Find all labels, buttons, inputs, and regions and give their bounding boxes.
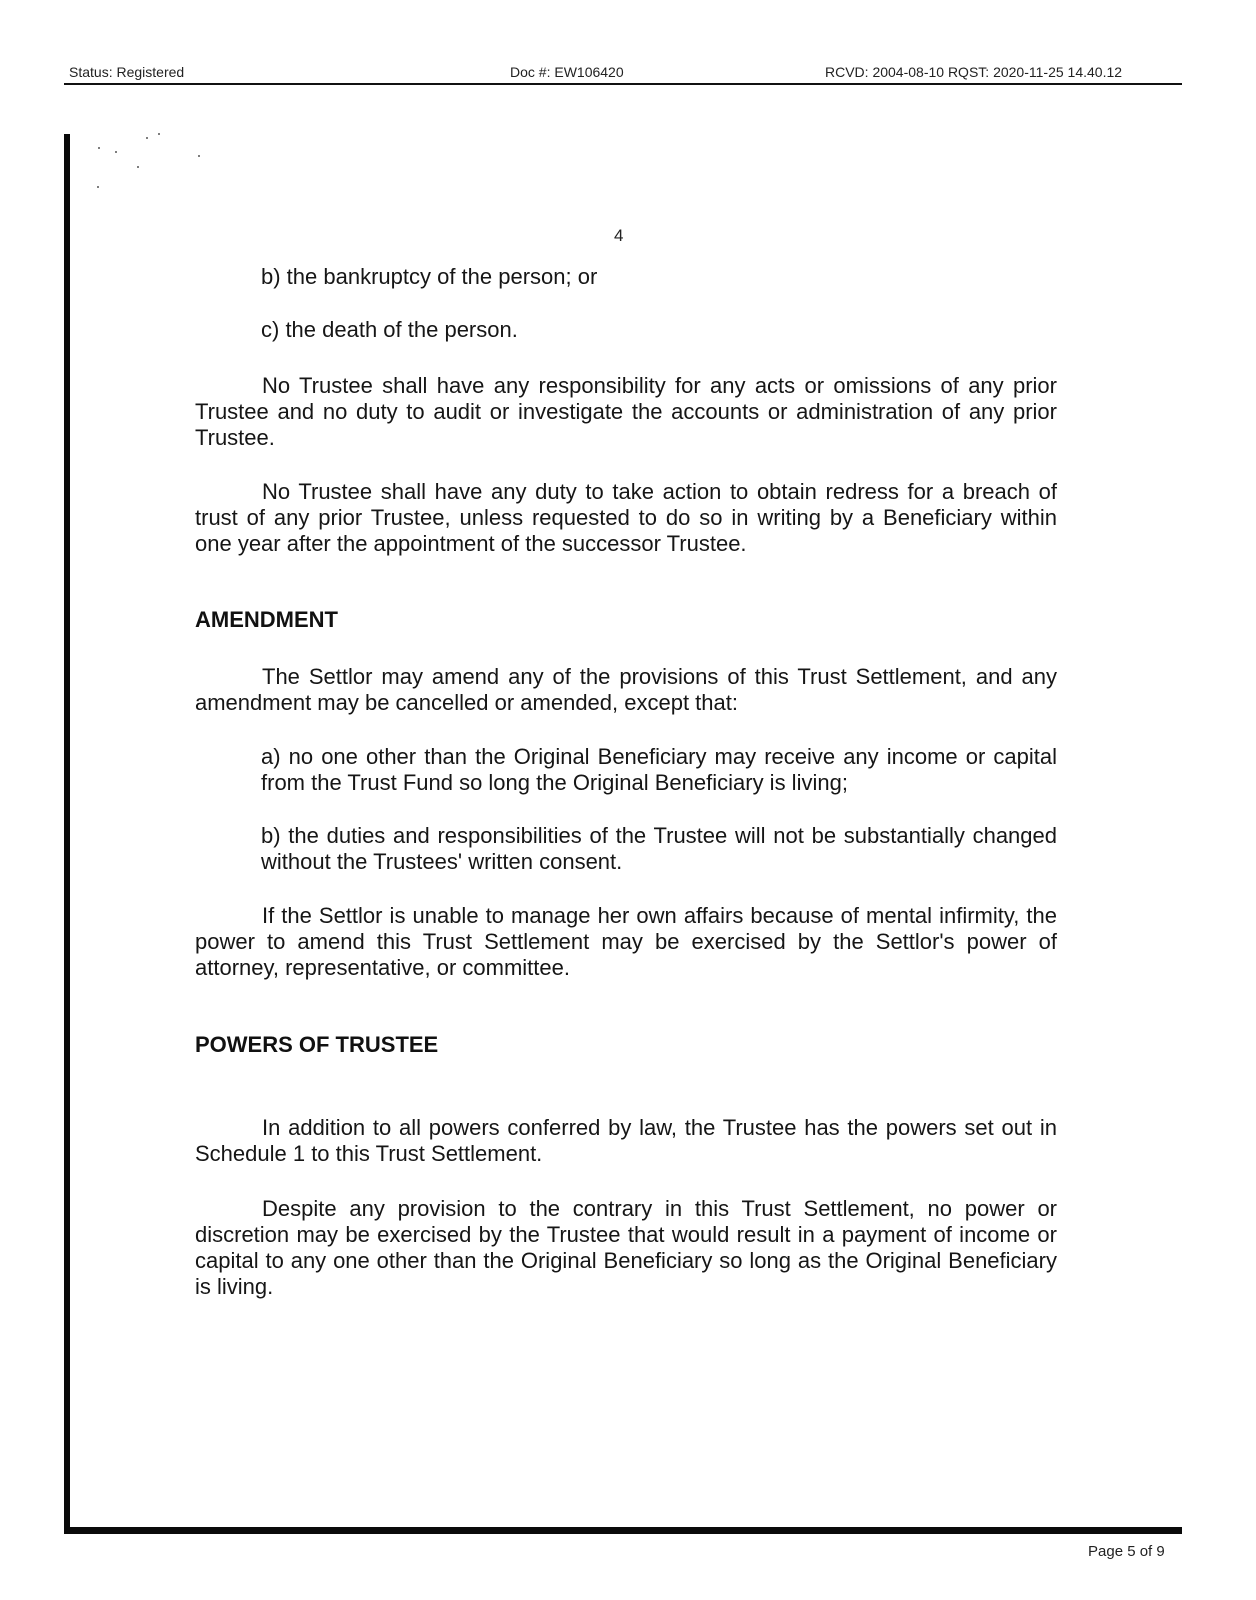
scan-frame-bottom-border [64,1527,1182,1534]
list-item-trustee-duties: b) the duties and responsibilities of the Trustee will not be substantially changed without the Trustees' written consent. [261,823,1057,874]
paragraph-prior-trustee: No Trustee shall have any responsibility for any acts or omissions of any prior Trustee and no duty to audit or investigate the accounts or administration of any prior Trustee. [195,373,1057,450]
paragraph-schedule-powers: In addition to all powers conferred by law, the Trustee has the powers set out in Schedule 1 to this Trust Settlement. [195,1115,1057,1166]
received-request-stamp: RCVD: 2004-08-10 RQST: 2020-11-25 14.40.12 [825,64,1123,80]
list-item-bankruptcy: b) the bankruptcy of the person; or [261,264,598,289]
scan-frame-left-border [64,134,70,1534]
status-label: Status: Registered [69,64,185,80]
page-counter: Page 5 of 9 [1088,1543,1165,1560]
page-number: 4 [614,226,624,245]
paragraph-amendment-intro: The Settlor may amend any of the provisions of this Trust Settlement, and any amendment may be cancelled or amended, except that: [195,664,1057,715]
list-item-death: c) the death of the person. [261,317,518,342]
header-divider [64,83,1182,85]
paragraph-settlor-infirmity: If the Settlor is unable to manage her own affairs because of mental infirmity, the power to amend this Trust Settlement may be exercised by the Settlor's power of attorney, representative, or committee. [195,903,1057,980]
paragraph-redress: No Trustee shall have any duty to take action to obtain redress for a breach of trust of any prior Trustee, unless requested to do so in writing by a Beneficiary within one year after the appointment of the successor Trustee. [195,479,1057,556]
section-heading-amendment: AMENDMENT [195,607,338,632]
doc-number: Doc #: EW106420 [510,64,624,80]
section-heading-powers: POWERS OF TRUSTEE [195,1032,439,1057]
list-item-original-beneficiary: a) no one other than the Original Beneficiary may receive any income or capital from the Trust Fund so long the Original Beneficiary is living; [261,744,1057,795]
paragraph-despite-provision: Despite any provision to the contrary in this Trust Settlement, no power or discretion may be exercised by the Trustee that would result in a payment of income or capital to any one other than the Original Beneficiary so long as the Original Beneficiary is living. [195,1196,1057,1299]
